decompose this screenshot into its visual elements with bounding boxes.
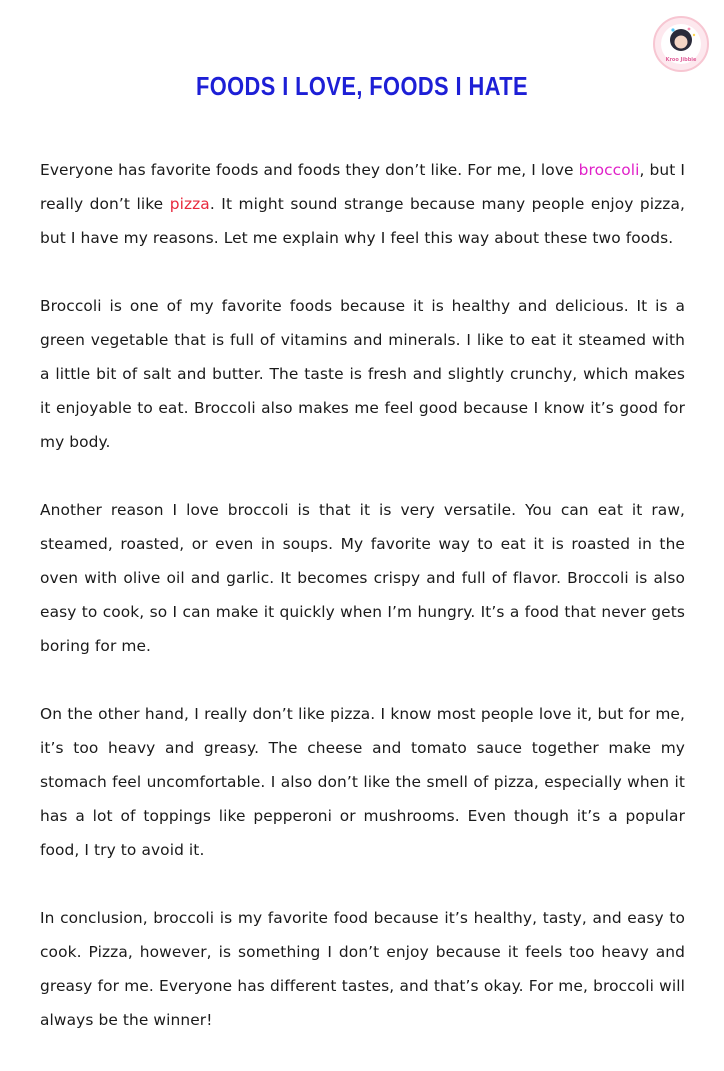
paragraph-broccoli-healthy: Broccoli is one of my favorite foods because it is healthy and delicious. It is a green vegetable that is full of vitamins and minerals. I like to eat it steamed with a little bit of salt and butter. The taste is fresh and slightly crunchy, which makes it enjoyable to eat. Broccoli also makes me feel good because I know it’s good for my body.	[40, 297, 685, 451]
avatar-badge-icon	[653, 16, 709, 72]
logo-badge	[653, 16, 709, 72]
paragraph-conclusion: In conclusion, broccoli is my favorite food because it’s healthy, tasty, and easy to cook. Pizza, however, is something I don’t enjoy because it feels too heavy and greasy for me. Everyone has different tastes, and that’s okay. For me, broccoli will always be the winner!	[40, 909, 685, 1029]
highlight-hate-word: pizza	[169, 195, 210, 213]
paragraph-text: . It might sound strange because many people enjoy pizza, but I have my reasons. Let me explain why I feel this way about these two foods.	[40, 195, 686, 247]
paragraph-broccoli-versatile: Another reason I love broccoli is that it is very versatile. You can eat it raw, steamed, roasted, or even in soups. My favorite way to eat it is roasted in the oven with olive oil and garlic. It becomes crispy and full of flavor. Broccoli is also easy to cook, so I can make it quickly when I’m hungry. It’s a food that never gets boring for me.	[40, 501, 685, 655]
essay-body	[40, 153, 685, 1071]
paragraph-intro	[40, 153, 685, 255]
logo-text: Kroo Jibbie	[665, 57, 697, 63]
paragraph-text: Everyone has favorite foods and foods they don’t like. For me, I love	[40, 161, 579, 179]
highlight-love-word: broccoli	[578, 161, 640, 179]
paragraph-pizza-dislike: On the other hand, I really don’t like pizza. I know most people love it, but for me, it’s too heavy and greasy. The cheese and tomato sauce together make my stomach feel uncomfortable. I also don’t like the smell of pizza, especially when it has a lot of toppings like pepperoni or mushrooms. Even though it’s a popular food, I try to avoid it.	[40, 705, 685, 859]
paragraph-text: , but I really don’t like	[40, 161, 685, 213]
page-title: FOODS I LOVE, FOODS I HATE	[195, 71, 529, 101]
